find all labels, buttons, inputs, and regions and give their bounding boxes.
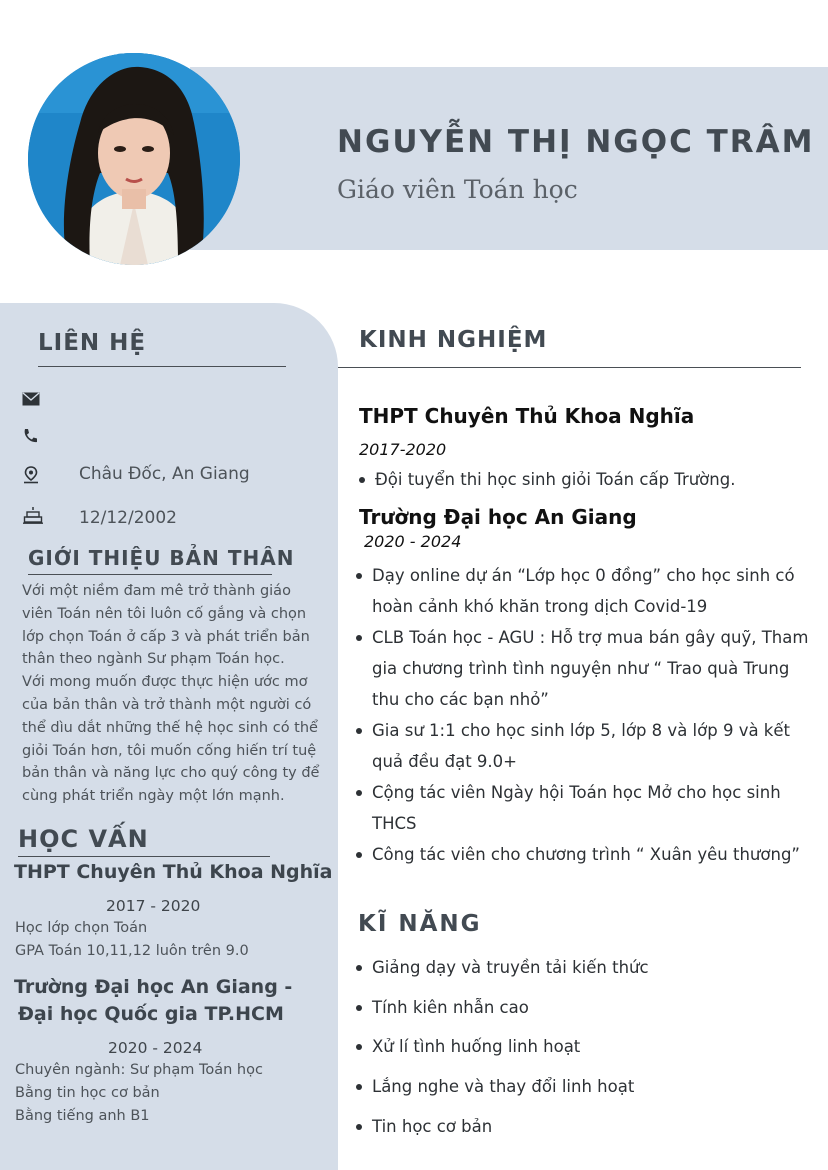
candidate-name: NGUYỄN THỊ NGỌC TRÂM — [337, 124, 815, 160]
list-item: CLB Toán học - AGU : Hỗ trợ mua bán gây quỹ, Tham gia chương trình tình nguyện như “ Trao quà Trung thu cho các bạn nhỏ” — [356, 622, 812, 715]
about-divider — [28, 574, 272, 575]
skill-item: Tính kiên nhẫn cao — [356, 997, 796, 1018]
experience-divider — [338, 367, 801, 368]
edu-school-name: THPT Chuyên Thủ Khoa Nghĩa — [14, 861, 333, 883]
skill-item: Tin học cơ bản — [356, 1116, 796, 1137]
experience-title: KINH NGHIỆM — [359, 327, 548, 353]
edu-school-name: Đại học Quốc gia TP.HCM — [18, 1003, 284, 1025]
edu-detail: Học lớp chọn Toán — [15, 920, 148, 936]
education-title: HỌC VẤN — [18, 825, 149, 853]
edu-detail: Bằng tiếng anh B1 — [15, 1108, 150, 1124]
skills-title: KĨ NĂNG — [358, 911, 482, 937]
candidate-role: Giáo viên Toán học — [337, 175, 578, 204]
phone-icon — [22, 428, 38, 449]
contact-divider — [38, 366, 286, 367]
job-duties — [359, 464, 799, 495]
about-paragraph: Với một niềm đam mê trở thành giáo viên Toán nên tôi luôn cố gắng và chọn lớp chọn Toán ở cấp 3 và phát triển bản thân theo ngành Sư phạm Toán học. — [22, 583, 310, 668]
edu-school-name: Trường Đại học An Giang - — [14, 976, 293, 998]
list-item: Dạy online dự án “Lớp học 0 đồng” cho học sinh có hoàn cảnh khó khăn trong dịch Covid-19 — [356, 560, 812, 622]
cake-icon — [23, 506, 43, 529]
edu-detail: Chuyên ngành: Sư phạm Toán học — [15, 1062, 263, 1078]
contact-location: Châu Đốc, An Giang — [79, 464, 250, 484]
skills-list — [356, 957, 796, 1155]
edu-detail: Bằng tin học cơ bản — [15, 1085, 160, 1101]
mail-icon — [22, 392, 40, 411]
skill-item: Lắng nghe và thay đổi linh hoạt — [356, 1076, 796, 1097]
edu-years: 2017 - 2020 — [106, 897, 201, 915]
job-period: 2017-2020 — [359, 440, 447, 459]
about-text — [22, 580, 322, 808]
edu-years: 2020 - 2024 — [108, 1039, 203, 1057]
skill-item: Xử lí tình huống linh hoạt — [356, 1036, 796, 1057]
education-divider — [18, 856, 270, 857]
edu-detail: GPA Toán 10,11,12 luôn trên 9.0 — [15, 943, 249, 959]
list-item: Đội tuyển thi học sinh giỏi Toán cấp Trường. — [359, 464, 799, 495]
contact-title: LIÊN HỆ — [38, 330, 147, 356]
list-item: Gia sư 1:1 cho học sinh lớp 5, lớp 8 và lớp 9 và kết quả đều đạt 9.0+ — [356, 715, 812, 777]
avatar — [28, 53, 240, 265]
skill-item: Giảng dạy và truyền tải kiến thức — [356, 957, 796, 978]
list-item: Công tác viên cho chương trình “ Xuân yêu thương” — [356, 839, 812, 870]
list-item: Cộng tác viên Ngày hội Toán học Mở cho học sinh THCS — [356, 777, 812, 839]
map-pin-icon — [23, 466, 39, 489]
profile-photo — [28, 53, 240, 265]
job-duties — [356, 560, 812, 870]
about-title: GIỚI THIỆU BẢN THÂN — [28, 546, 295, 570]
about-paragraph: Với mong muốn được thực hiện ước mơ của bản thân và trở thành một người có thể dìu dắt những thế hệ học sinh có thể giỏi Toán hơn, tôi muốn cống hiến trí tuệ bản thân và năng lực cho quý công ty để cùng phát triển ngày một lớn mạnh. — [22, 674, 320, 805]
contact-birthday: 12/12/2002 — [79, 508, 177, 528]
job-period: 2020 - 2024 — [364, 532, 462, 551]
job-place: Trường Đại học An Giang — [359, 505, 637, 529]
job-place: THPT Chuyên Thủ Khoa Nghĩa — [359, 404, 695, 428]
